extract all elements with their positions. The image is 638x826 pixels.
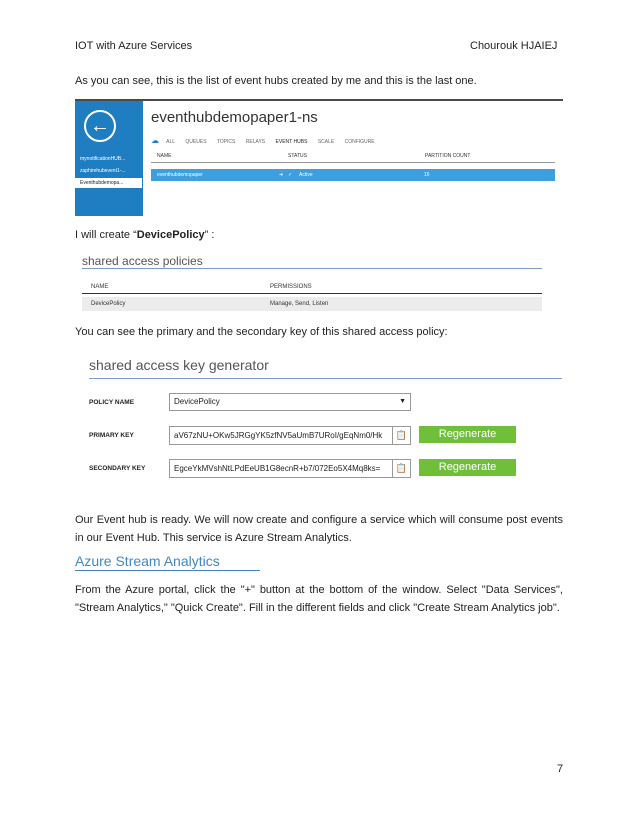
column-name: NAME — [157, 153, 172, 159]
row-partitions: 16 — [424, 172, 430, 178]
secondary-key-field[interactable]: EgceYkMVshNtLPdEeUB1G8ecnR+b7/072Eo5X4Mq8ks= — [169, 459, 393, 478]
table-row[interactable] — [151, 169, 555, 181]
copy-icon[interactable]: 📋 — [393, 459, 411, 478]
menu-queues[interactable]: QUEUES — [185, 139, 207, 145]
divider — [151, 162, 555, 163]
menu-all[interactable]: ALL — [166, 139, 176, 145]
policy-name-value: DevicePolicy — [174, 397, 220, 406]
paragraph-3: You can see the primary and the secondary key of this shared access policy: — [75, 326, 448, 338]
column-partition-count: PARTITION COUNT — [425, 153, 471, 159]
policy-name-bold: DevicePolicy — [136, 229, 205, 241]
event-hubs-screenshot — [75, 99, 563, 216]
menu-configure[interactable]: CONFIGURE — [344, 139, 375, 145]
primary-key-field[interactable]: aV67zNU+OKw5JRGgYK5zfNV5aUmB7URoI/gEqNm0/Hk — [169, 426, 393, 445]
divider — [89, 378, 562, 379]
paragraph-2 — [75, 226, 563, 244]
divider — [82, 268, 542, 269]
paragraph-5: From the Azure portal, click the "+" button at the bottom of the window. Select "Data Services", "Stream Analytics," "Quick Create". Fill in the different fields and click "Create Stream Analytics job". — [75, 584, 563, 614]
checkmark-icon: ✓ — [288, 172, 293, 178]
menu-bar — [151, 136, 384, 145]
policy-row-permissions: Manage, Send, Listen — [270, 301, 329, 307]
menu-topics[interactable]: TOPICS — [216, 139, 236, 145]
sidebar-item-selected[interactable]: Eventhubdemopa... — [75, 178, 142, 188]
policies-title: shared access policies — [82, 254, 203, 268]
paragraph-1: As you can see, this is the list of event hubs created by me and this is the last one. — [75, 75, 477, 87]
dropdown-arrow-icon: ▼ — [399, 398, 406, 405]
policy-name-label: POLICY NAME — [89, 399, 135, 406]
sidebar — [75, 101, 143, 216]
header-right: Chourouk HJAIEJ — [470, 40, 558, 52]
secondary-key-label: SECONDARY KEY — [89, 465, 146, 472]
arrow-right-icon: ➜ — [279, 172, 284, 178]
paragraph-4: Our Event hub is ready. We will now create and configure a service which will consume post events in our Event Hub. This service is Azure Stream Analytics. — [75, 514, 563, 544]
column-permissions: PERMISSIONS — [270, 284, 312, 290]
policy-name-select[interactable] — [169, 393, 411, 411]
para2-prefix: I will create “ — [75, 229, 137, 241]
page-number: 7 — [557, 763, 564, 775]
cloud-icon: ☁ — [151, 136, 159, 145]
divider — [75, 99, 563, 101]
para2-suffix: ” : — [204, 229, 215, 241]
header-left: IOT with Azure Services — [75, 40, 193, 52]
namespace-title: eventhubdemopaper1-ns — [151, 109, 318, 126]
menu-scale[interactable]: SCALE — [317, 139, 335, 145]
divider — [82, 293, 542, 294]
sidebar-item[interactable]: mynotificationHUB... — [80, 156, 126, 162]
regenerate-primary-button[interactable]: Regenerate — [419, 426, 516, 443]
column-name: NAME — [91, 284, 109, 290]
policy-row-name: DevicePolicy — [91, 301, 126, 307]
keygen-title: shared access key generator — [89, 357, 269, 373]
regenerate-secondary-button[interactable]: Regenerate — [419, 459, 516, 476]
menu-event-hubs[interactable]: EVENT HUBS — [275, 139, 308, 145]
row-name: eventhubdemopaper — [157, 172, 203, 178]
row-status: Active — [299, 172, 313, 178]
primary-key-label: PRIMARY KEY — [89, 432, 134, 439]
copy-icon[interactable]: 📋 — [393, 426, 411, 445]
menu-relays[interactable]: RELAYS — [245, 139, 266, 145]
back-arrow-icon[interactable]: ← — [84, 110, 116, 142]
section-heading: Azure Stream Analytics — [75, 553, 260, 571]
column-status: STATUS — [288, 153, 307, 159]
sidebar-item[interactable]: zaphirehubevent1-... — [80, 168, 126, 174]
